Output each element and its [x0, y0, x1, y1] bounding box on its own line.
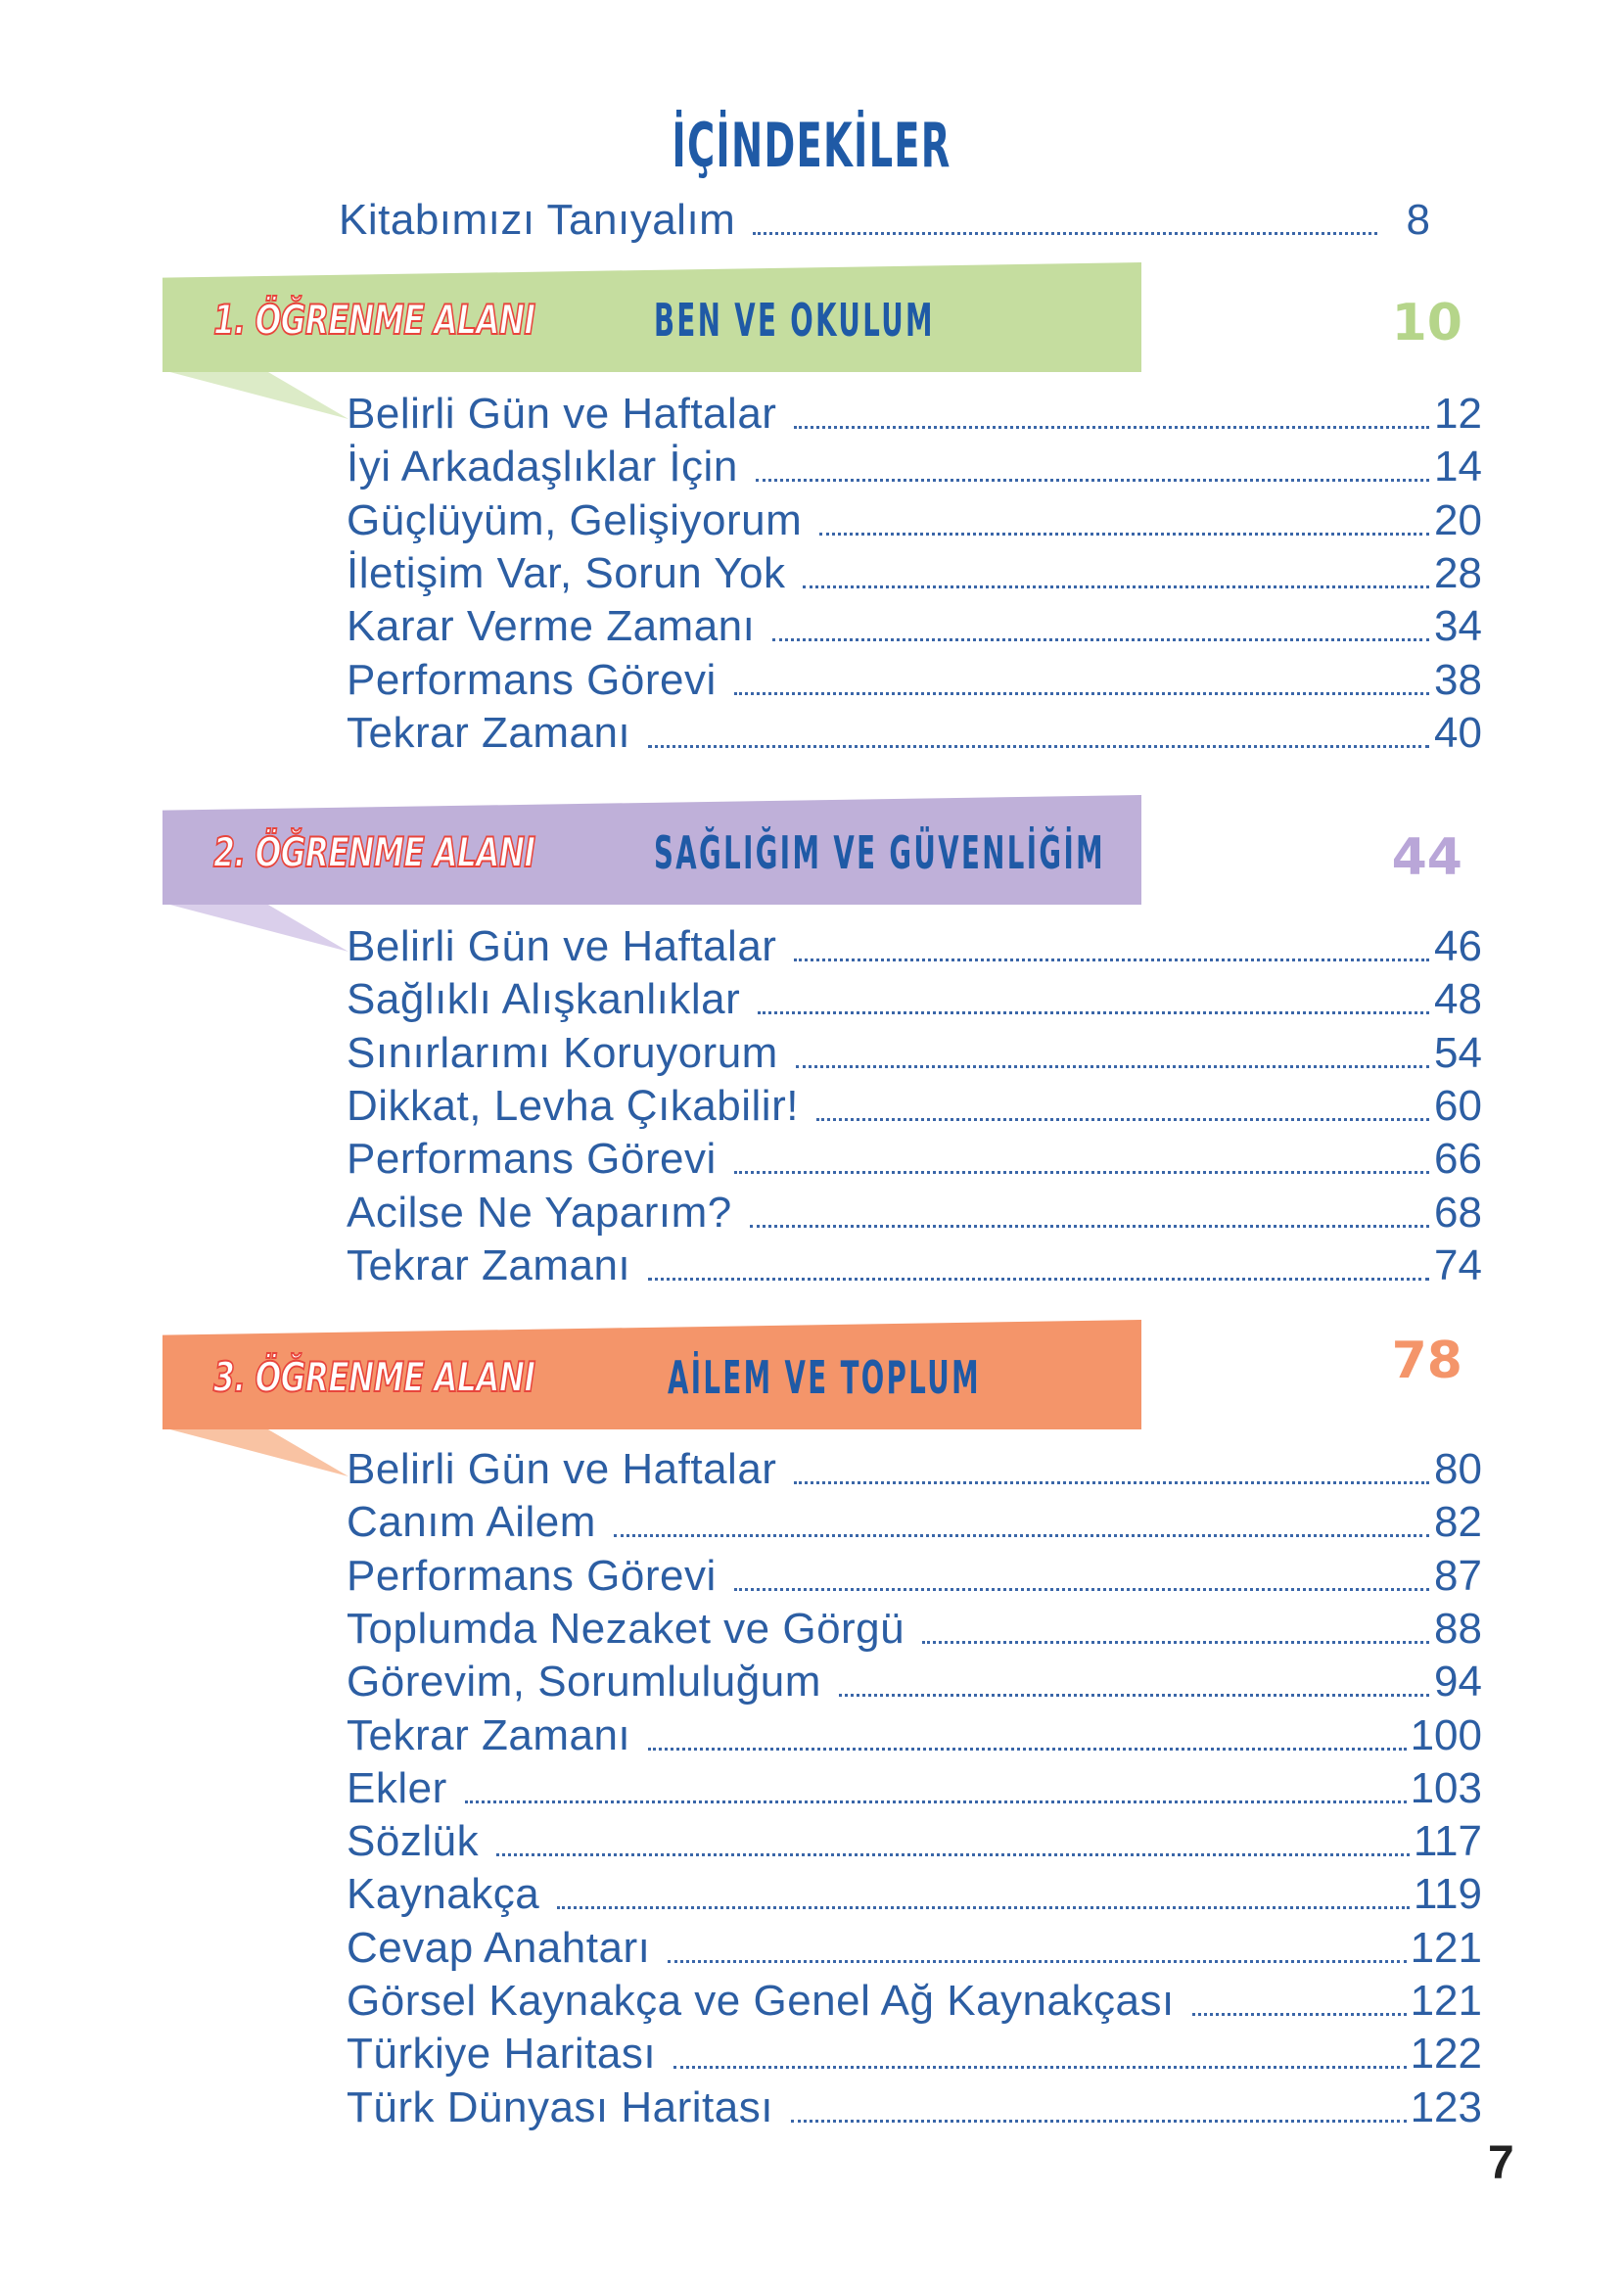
dot-leader: [750, 1225, 1429, 1228]
entry-label: İletişim Var, Sorun Yok: [347, 548, 786, 597]
dot-leader: [922, 1641, 1429, 1644]
entry-label: Kaynakça: [347, 1870, 540, 1919]
entry-label: Türkiye Haritası: [347, 2030, 657, 2079]
learning-area-label: 2. ÖĞRENME ALANI: [213, 828, 535, 876]
entry-label: Tekrar Zamanı: [347, 1240, 631, 1289]
dot-leader: [794, 1481, 1429, 1484]
page-number: 7: [1488, 2137, 1514, 2189]
toc-entry[interactable]: [347, 1815, 1482, 1868]
dot-leader: [791, 2120, 1407, 2123]
toc-entry[interactable]: [347, 920, 1482, 973]
dot-leader: [648, 1748, 1406, 1751]
toc-entry[interactable]: [347, 1603, 1482, 1656]
toc-entry[interactable]: [347, 707, 1482, 760]
entry-label: Belirli Gün ve Haftalar: [347, 922, 777, 970]
toc-entry[interactable]: [347, 1027, 1482, 1080]
toc-entry[interactable]: [347, 1709, 1482, 1762]
entry-page: 28: [1434, 548, 1482, 597]
entry-page: 122: [1410, 2030, 1482, 2079]
entry-page: 38: [1434, 655, 1482, 704]
entry-label: Görevim, Sorumluluğum: [347, 1658, 821, 1707]
toc-entry[interactable]: [347, 441, 1482, 493]
toc-entry[interactable]: [347, 2028, 1482, 2081]
entry-label: Kitabımızı Tanıyalım: [339, 196, 736, 244]
toc-entry[interactable]: [347, 388, 1482, 441]
toc-entry[interactable]: [347, 1496, 1482, 1549]
dot-leader: [803, 585, 1429, 588]
entry-label: Karar Verme Zamanı: [347, 602, 756, 651]
section-page-number: 78: [1391, 1332, 1462, 1390]
dot-leader: [496, 1853, 1410, 1856]
learning-area-label: 3. ÖĞRENME ALANI: [213, 1353, 535, 1401]
toc-entry[interactable]: [347, 973, 1482, 1026]
entry-label: Performans Görevi: [347, 1551, 717, 1600]
entry-page: 88: [1434, 1604, 1482, 1653]
entry-label: Belirli Gün ve Haftalar: [347, 390, 777, 438]
entry-page: 121: [1410, 1977, 1482, 2025]
banner-tail: [162, 903, 348, 952]
toc-entry[interactable]: [347, 1187, 1482, 1239]
section-page-number: 44: [1391, 828, 1462, 887]
dot-leader: [1192, 2013, 1407, 2016]
entry-label: Dikkat, Levha Çıkabilir!: [347, 1081, 799, 1130]
entry-label: Performans Görevi: [347, 1135, 717, 1184]
dot-leader: [557, 1906, 1410, 1909]
banner-tail: [162, 370, 348, 419]
entry-page: 34: [1434, 602, 1482, 651]
entry-page: 94: [1434, 1658, 1482, 1707]
section-banner-2[interactable]: [162, 795, 1141, 905]
dot-leader: [796, 1065, 1429, 1068]
page-title: [0, 110, 1624, 181]
dot-leader: [734, 692, 1429, 695]
entry-page: 117: [1413, 1817, 1482, 1866]
toc-entry[interactable]: [347, 600, 1482, 653]
dot-leader: [734, 1171, 1429, 1174]
toc-entry-intro[interactable]: [339, 194, 1430, 247]
section-banner-3[interactable]: [162, 1320, 1141, 1429]
section-name: AİLEM VE TOPLUM: [668, 1351, 981, 1404]
toc-entry[interactable]: [347, 1922, 1482, 1975]
entry-label: Türk Dünyası Haritası: [347, 2082, 773, 2131]
entry-page: 121: [1410, 1923, 1482, 1972]
entry-label: İyi Arkadaşlıklar İçin: [347, 443, 738, 491]
entry-label: Toplumda Nezaket ve Görgü: [347, 1604, 905, 1653]
entry-page: 8: [1406, 196, 1430, 244]
entry-label: Tekrar Zamanı: [347, 708, 631, 757]
section-name: BEN VE OKULUM: [654, 294, 935, 347]
toc-entry[interactable]: [347, 1656, 1482, 1708]
toc-entry[interactable]: [347, 1443, 1482, 1496]
section-page-number: 10: [1391, 294, 1462, 352]
dot-leader: [753, 232, 1377, 235]
dot-leader: [794, 958, 1429, 961]
entry-page: 14: [1434, 443, 1482, 491]
dot-leader: [839, 1694, 1429, 1697]
toc-entry[interactable]: [347, 2081, 1482, 2134]
dot-leader: [614, 1534, 1429, 1537]
toc-entry[interactable]: [347, 654, 1482, 707]
entry-label: Belirli Gün ve Haftalar: [347, 1445, 777, 1493]
page-title-text: İÇİNDEKİLER: [672, 110, 952, 181]
entry-label: Performans Görevi: [347, 655, 717, 704]
entry-label: Canım Ailem: [347, 1498, 596, 1547]
entry-label: Acilse Ne Yaparım?: [347, 1188, 732, 1237]
entry-page: 60: [1434, 1081, 1482, 1130]
dot-leader: [734, 1588, 1429, 1591]
entry-page: 87: [1434, 1551, 1482, 1600]
entry-label: Tekrar Zamanı: [347, 1710, 631, 1759]
dot-leader: [668, 1960, 1406, 1963]
entry-page: 100: [1410, 1710, 1482, 1759]
entry-page: 80: [1434, 1445, 1482, 1493]
entry-page: 68: [1434, 1188, 1482, 1237]
banner-tail: [162, 1427, 348, 1476]
entry-label: Ekler: [347, 1763, 447, 1812]
dot-leader: [819, 533, 1429, 536]
dot-leader: [756, 479, 1429, 482]
entry-label: Sözlük: [347, 1817, 480, 1866]
section-banner-1[interactable]: [162, 262, 1141, 372]
dot-leader: [816, 1118, 1429, 1121]
toc-entry[interactable]: [347, 547, 1482, 600]
entry-page: 48: [1434, 975, 1482, 1024]
dot-leader: [648, 745, 1429, 748]
entry-page: 54: [1434, 1028, 1482, 1077]
entry-page: 12: [1434, 390, 1482, 438]
section-name: SAĞLIĞIM VE GÜVENLİĞİM: [654, 826, 1105, 879]
entry-page: 66: [1434, 1135, 1482, 1184]
dot-leader: [673, 2066, 1407, 2069]
entry-label: Güçlüyüm, Gelişiyorum: [347, 495, 803, 544]
dot-leader: [794, 426, 1429, 429]
toc-entry[interactable]: [347, 494, 1482, 547]
entry-page: 119: [1413, 1870, 1482, 1919]
dot-leader: [758, 1011, 1429, 1014]
entry-page: 74: [1434, 1240, 1482, 1289]
dot-leader: [772, 638, 1429, 641]
toc-entry[interactable]: [347, 1550, 1482, 1603]
entry-label: Sağlıklı Alışkanlıklar: [347, 975, 741, 1024]
toc-entry[interactable]: [347, 1975, 1482, 2028]
entry-label: Görsel Kaynakça ve Genel Ağ Kaynakçası: [347, 1977, 1175, 2025]
toc-entry[interactable]: [347, 1080, 1482, 1133]
toc-entry[interactable]: [347, 1762, 1482, 1815]
dot-leader: [648, 1278, 1429, 1281]
dot-leader: [465, 1800, 1407, 1803]
entry-label: Sınırlarımı Koruyorum: [347, 1028, 778, 1077]
entry-page: 46: [1434, 922, 1482, 970]
entry-label: Cevap Anahtarı: [347, 1923, 651, 1972]
learning-area-label: 1. ÖĞRENME ALANI: [213, 296, 535, 344]
entry-page: 20: [1434, 495, 1482, 544]
entry-page: 123: [1410, 2082, 1482, 2131]
entry-page: 103: [1410, 1763, 1482, 1812]
entry-page: 40: [1434, 708, 1482, 757]
entry-page: 82: [1434, 1498, 1482, 1547]
toc-entry[interactable]: [347, 1868, 1482, 1921]
toc-entry[interactable]: [347, 1239, 1482, 1292]
toc-entry[interactable]: [347, 1133, 1482, 1186]
